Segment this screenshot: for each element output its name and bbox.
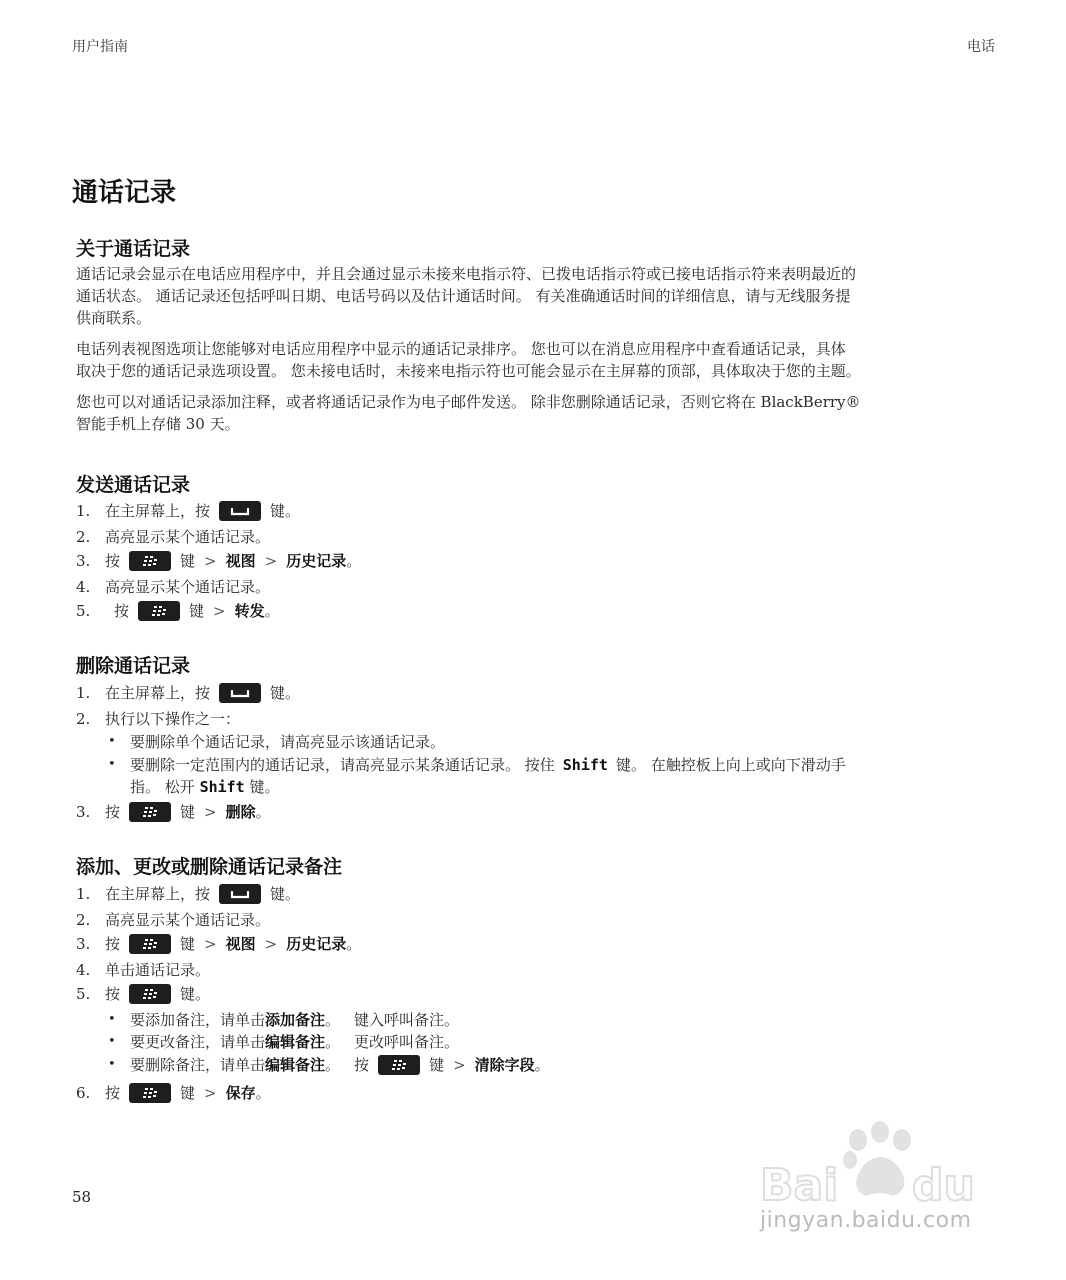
header-section-title: 电话 [967, 39, 995, 55]
send-step-4: 4. 高亮显示某个通话记录。 [76, 578, 271, 596]
notes-step-5: 5. 按 键。 [76, 985, 211, 1003]
notes-step-3: 3. 按 键 > 视图 > 历史记录 。 [76, 935, 362, 953]
send-menu-key-icon-2 [138, 601, 180, 621]
section-heading-send: 发送通话记录 [76, 474, 191, 496]
send-step-3: 3. 按 键 > 视图 > 历史记录 。 [76, 552, 362, 570]
send-step-5: 5. 按 键 > 转发 。 [76, 602, 280, 620]
about-paragraph-1: 通话记录会显示在电话应用程序中，并且会通过显示未接来电指示符、已拨电话指示符或已接电话指示符来表明最近的 通话状态。 通话记录还包括呼叫日期、电话号码以及估计通话时间。 有关准确通话时间的详细信息，请与无线服务提 供商联系。 [76, 265, 857, 327]
delete-option-range: • 要删除一定范围内的通话记录，请高亮显示某条通话记录。 按住 Shift 键。 在触控板上向上或向下滑动手 [108, 756, 846, 774]
about-paragraph-3: 您也可以对通话记录添加注释，或者将通话记录作为电子邮件发送。 除非您删除通话记录，否则它将在 BlackBerry® 智能手机上存储 30 天。 [76, 393, 861, 433]
delete-option-single: • 要删除单个通话记录，请高亮显示该通话记录。 [108, 733, 446, 751]
notes-call-key-icon [219, 884, 261, 904]
about-paragraph-2: 电话列表视图选项让您能够对电话应用程序中显示的通话记录排序。 您也可以在消息应用程序中查看通话记录，具体 取决于您的通话记录选项设置。 您未接电话时，未接来电指示符也可能会显示在主屏幕的顶部，具体取决于您的主题。 [76, 340, 861, 380]
notes-step-6: 6. 按 键 > 保存 。 [76, 1084, 271, 1102]
svg-text:du: du [912, 1160, 975, 1211]
page-number: 58 [72, 1188, 92, 1206]
delete-step-3: 3. 按 键 > 删除 。 [76, 803, 271, 821]
notes-menu-key-icon-3 [378, 1055, 420, 1075]
notes-menu-key-icon [129, 934, 171, 954]
send-call-key-icon [219, 501, 261, 521]
send-step-2: 2. 高亮显示某个通话记录。 [76, 528, 271, 546]
section-heading-delete: 删除通话记录 [76, 655, 191, 677]
notes-option-change: • 要更改备注，请单击 编辑备注 。 更改呼叫备注。 [108, 1033, 460, 1051]
svg-text:Bai: Bai [760, 1160, 839, 1211]
section-heading-about: 关于通话记录 [76, 238, 191, 260]
delete-step-1: 1. 在主屏幕上，按 键。 [76, 684, 301, 702]
notes-menu-key-icon-2 [129, 984, 171, 1004]
notes-step-1: 1. 在主屏幕上，按 键。 [76, 885, 301, 903]
send-menu-key-icon [129, 551, 171, 571]
notes-option-add: • 要添加备注，请单击 添加备注 。 键入呼叫备注。 [108, 1011, 460, 1029]
header-guide-title: 用户指南 [72, 39, 128, 55]
watermark-url: jingyan.baidu.com [760, 1208, 972, 1233]
section-heading-notes: 添加、更改或删除通话记录备注 [76, 856, 343, 878]
notes-option-delete: • 要删除备注，请单击 编辑备注 。 按 键 > 清除字段 。 [108, 1056, 550, 1074]
delete-call-key-icon [219, 683, 261, 703]
delete-step-2: 2. 执行以下操作之一： [76, 710, 241, 728]
notes-step-2: 2. 高亮显示某个通话记录。 [76, 911, 271, 929]
notes-step-4: 4. 单击通话记录。 [76, 961, 211, 979]
notes-menu-key-icon-4 [129, 1083, 171, 1103]
delete-option-range-continued: 指。 松开 Shift 键。 [130, 778, 280, 796]
page-title: 通话记录 [72, 178, 177, 208]
delete-menu-key-icon [129, 802, 171, 822]
send-step-1: 1. 在主屏幕上，按 键。 [76, 502, 301, 520]
